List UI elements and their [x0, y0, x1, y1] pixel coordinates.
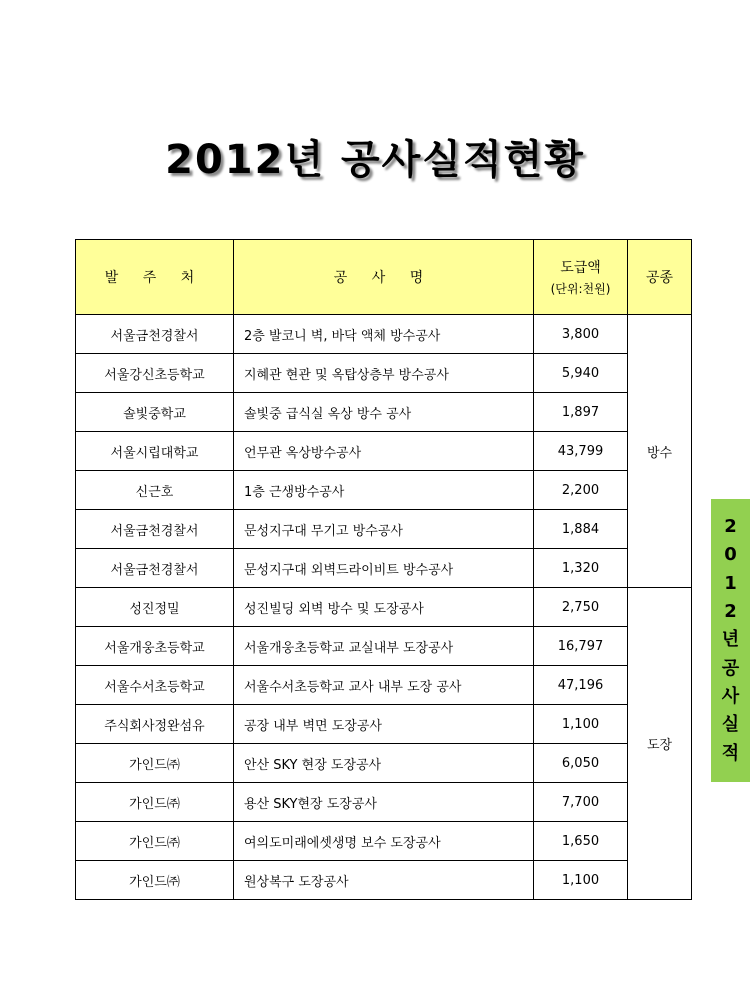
page-title: 2012년 공사실적현황 — [165, 137, 585, 183]
cell-amount: 1,100 — [534, 705, 628, 744]
table-row — [76, 627, 692, 666]
table-row — [76, 549, 692, 588]
cell-client: 가인드㈜ — [76, 822, 234, 861]
cell-amount: 47,196 — [534, 666, 628, 705]
cell-client: 성진정밀 — [76, 588, 234, 627]
cell-client: 서울금천경찰서 — [76, 315, 234, 354]
records-table — [75, 239, 692, 900]
cell-client: 서울금천경찰서 — [76, 510, 234, 549]
cell-amount: 1,100 — [534, 861, 628, 900]
header-amount — [534, 240, 628, 315]
cell-client: 서울금천경찰서 — [76, 549, 234, 588]
cell-client: 서울강신초등학교 — [76, 354, 234, 393]
cell-client: 서울수서초등학교 — [76, 666, 234, 705]
cell-amount: 2,750 — [534, 588, 628, 627]
cell-amount: 43,799 — [534, 432, 628, 471]
cell-amount: 1,884 — [534, 510, 628, 549]
side-tab-char: 실 — [721, 714, 740, 736]
cell-amount: 5,940 — [534, 354, 628, 393]
side-tab-char: 2 — [724, 601, 737, 623]
cell-amount: 2,200 — [534, 471, 628, 510]
cell-amount: 1,320 — [534, 549, 628, 588]
cell-project: 2층 발코니 벽, 바닥 액체 방수공사 — [234, 315, 534, 354]
cell-client: 주식회사정완섬유 — [76, 705, 234, 744]
cell-client: 서울개웅초등학교 — [76, 627, 234, 666]
table-row — [76, 666, 692, 705]
cell-project: 성진빌딩 외벽 방수 및 도장공사 — [234, 588, 534, 627]
cell-project: 지혜관 현관 및 옥탑상층부 방수공사 — [234, 354, 534, 393]
header-amount-label: 도급액 — [560, 260, 601, 276]
table-row — [76, 588, 692, 627]
table-row — [76, 822, 692, 861]
cell-project: 서울수서초등학교 교사 내부 도장 공사 — [234, 666, 534, 705]
cell-project: 1층 근생방수공사 — [234, 471, 534, 510]
cell-project: 원상복구 도장공사 — [234, 861, 534, 900]
cell-amount: 6,050 — [534, 744, 628, 783]
header-type: 공종 — [628, 240, 692, 315]
table-body — [76, 315, 692, 900]
cell-amount: 16,797 — [534, 627, 628, 666]
table-row — [76, 471, 692, 510]
cell-project: 문성지구대 외벽드라이비트 방수공사 — [234, 549, 534, 588]
table-row — [76, 432, 692, 471]
header-amount-unit: (단위:천원) — [550, 282, 611, 296]
table-row — [76, 393, 692, 432]
cell-project: 솔빛중 급식실 옥상 방수 공사 — [234, 393, 534, 432]
header-client: 발 주 처 — [76, 240, 234, 315]
cell-project: 용산 SKY현장 도장공사 — [234, 783, 534, 822]
cell-client: 가인드㈜ — [76, 783, 234, 822]
side-tab-char: 2 — [724, 516, 737, 538]
table-row — [76, 744, 692, 783]
cell-amount: 1,897 — [534, 393, 628, 432]
cell-client: 서울시립대학교 — [76, 432, 234, 471]
side-tab-char: 0 — [724, 544, 737, 566]
cell-project: 공장 내부 벽면 도장공사 — [234, 705, 534, 744]
side-tab-char: 사 — [721, 686, 740, 708]
side-tab — [711, 499, 750, 782]
cell-amount: 1,650 — [534, 822, 628, 861]
cell-work-type: 도장 — [628, 588, 692, 900]
table-row — [76, 315, 692, 354]
cell-client: 신근호 — [76, 471, 234, 510]
cell-client: 가인드㈜ — [76, 861, 234, 900]
table-row — [76, 861, 692, 900]
cell-client: 솔빛중학교 — [76, 393, 234, 432]
table-row — [76, 705, 692, 744]
table-header-row — [76, 240, 692, 315]
side-tab-char: 년 — [721, 629, 740, 651]
table-row — [76, 354, 692, 393]
cell-project: 안산 SKY 현장 도장공사 — [234, 744, 534, 783]
cell-project: 문성지구대 무기고 방수공사 — [234, 510, 534, 549]
cell-project: 여의도미래에셋생명 보수 도장공사 — [234, 822, 534, 861]
side-tab-char: 공 — [721, 657, 740, 679]
cell-work-type: 방수 — [628, 315, 692, 588]
cell-project: 언무관 옥상방수공사 — [234, 432, 534, 471]
side-tab-char: 1 — [724, 572, 737, 594]
cell-amount: 7,700 — [534, 783, 628, 822]
table-row — [76, 510, 692, 549]
header-project: 공 사 명 — [234, 240, 534, 315]
side-tab-char: 적 — [721, 742, 740, 764]
cell-client: 가인드㈜ — [76, 744, 234, 783]
table-row — [76, 783, 692, 822]
cell-amount: 3,800 — [534, 315, 628, 354]
cell-project: 서울개웅초등학교 교실내부 도장공사 — [234, 627, 534, 666]
